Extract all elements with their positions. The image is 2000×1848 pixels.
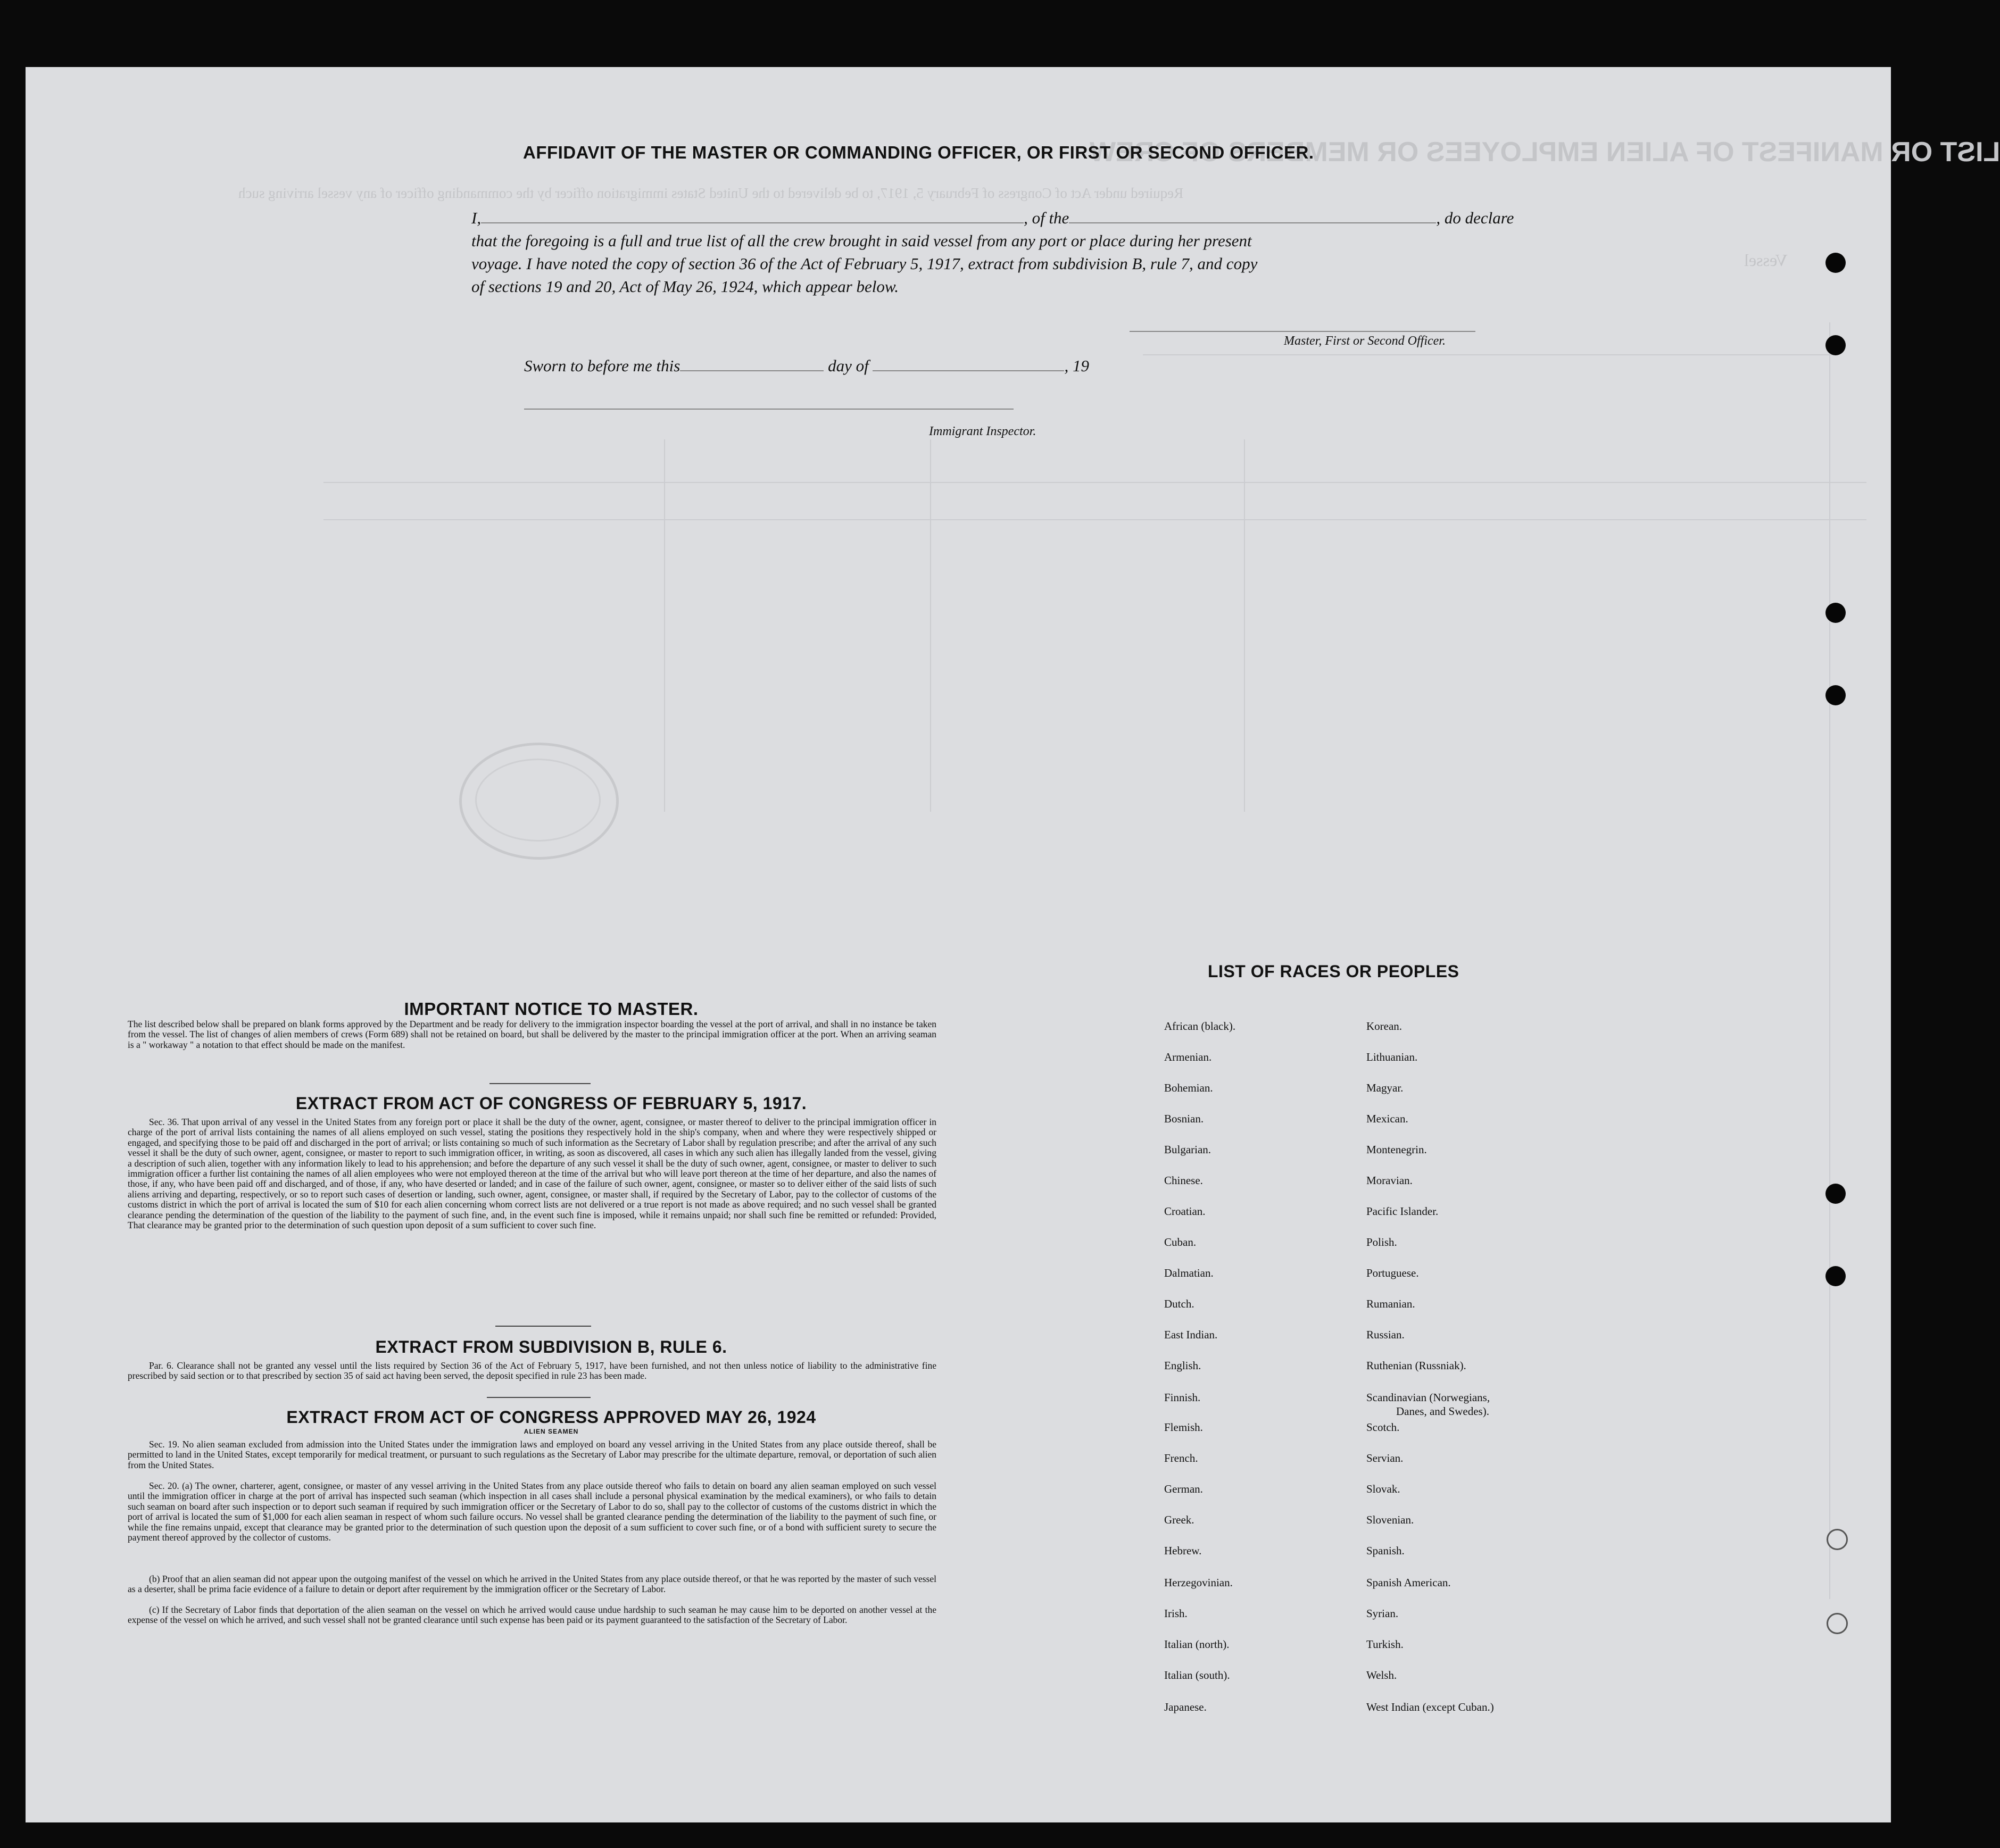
race-item: East Indian. (1164, 1328, 1218, 1341)
race-item: Rumanian. (1366, 1297, 1415, 1310)
sec-20c-text: (c) If the Secretary of Labor finds that deportation of the alien seaman on the vessel on which he arrived would cause undue hardship to such seaman he may cause him to be deported on another vessel at the expense of the vessel on which he arrived, and such vessel shall not be granted clearance until such expense has been paid or its payment guaranteed to the satisfaction of the Secretary of Labor. (128, 1604, 936, 1626)
extract-1917-text: Sec. 36. That upon arrival of any vessel in the United States from any foreign port or place it shall be the duty of the owner, agent, consignee, or master thereof to deliver to the principal immigration officer in charge of the port of arrival lists containing the names of all aliens employed on such vessel, stating the positions they respectively hold in the ship's company, when and where they were respectively shipped or engaged, and specifying those to be paid off and discharged in the port of arrival; or lists containing so much of such information as the Secretary of Labor shall by regulation prescribe; and after the arrival of any such vessel it shall be the duty of such owner, agent, consignee, or master to report to such immigration officer, in writing, as soon as discovered, all cases in which any such alien has illegally landed from the vessel, giving a description of such alien, together with any information likely to lead to his apprehension; and before the departure of any such vessel it shall be the duty of such owner, agent, consignee, or master to deliver to such immigration officer a further list containing the names of all alien employees who were not employed thereon at the time of the arrival but who will leave port thereon at the time of her departure, and also the names of those, if any, who have been paid off and discharged, and of those, if any, who have deserted or landed; and in case of the failure of such owner, agent, consignee, or master so to deliver either of the said lists of such aliens arriving and departing, respectively, or so to report such cases of desertion or landing, such owner, agent, consignee, or master shall, if required by the Secretary of Labor, pay to the collector of customs of the customs district in which the port of arrival is located the sum of $10 for each alien concerning whom correct lists are not delivered or a true report is not made as above required; and no such vessel shall be granted clearance pending the determination of the question of the liability to the payment of such fine, and, in the event such fine is imposed, while it remains unpaid; nor shall such fine be remitted or refunded: Provided, That clearance may be granted prior to the determination of such question upon deposit of a sum sufficient to cover such fine. (128, 1117, 936, 1231)
race-item: Irish. (1164, 1607, 1188, 1620)
subdivision-text: Par. 6. Clearance shall not be granted any vessel until the lists required by Section 36 of the Act of February 5, 1917, have been furnished, and not then unless notice of liability to the administrative fine prescribed by said section or to that prescribed by section 35 of said act having been served, the deposit specified in rule 23 has been made. (128, 1360, 936, 1381)
race-item: Korean. (1366, 1020, 1403, 1033)
inspector-signature-line[interactable] (524, 409, 1014, 410)
race-item: Scandinavian (Norwegians, (1366, 1391, 1490, 1404)
affidavit-declaration-line (471, 206, 1514, 229)
race-item-continuation: Danes, and Swedes). (1396, 1405, 1489, 1418)
sworn-label: Sworn to before me this (524, 356, 681, 375)
binder-hole (1825, 685, 1846, 705)
race-item: Lithuanian. (1366, 1051, 1418, 1063)
race-item: Armenian. (1164, 1051, 1212, 1063)
master-caption: Master, First or Second Officer. (1284, 334, 1446, 348)
affidavit-body-line-3: of sections 19 and 20, Act of May 26, 1924, which appear below. (471, 277, 899, 296)
race-item: Russian. (1366, 1328, 1405, 1341)
faint-stamp (459, 743, 619, 860)
bleed-rule (323, 519, 1866, 520)
affidavit-body-line-2: voyage. I have noted the copy of section 36 of the Act of February 5, 1917, extract from subdivision B, rule 7, and copy (471, 254, 1258, 273)
race-item: Bohemian. (1164, 1081, 1213, 1094)
race-item: Servian. (1366, 1452, 1404, 1464)
race-item: Italian (north). (1164, 1638, 1230, 1651)
race-item: Finnish. (1164, 1391, 1201, 1404)
notice-title: IMPORTANT NOTICE TO MASTER. (404, 999, 699, 1019)
race-item: African (black). (1164, 1020, 1236, 1033)
race-item: Portuguese. (1366, 1267, 1419, 1279)
sec-19-text: Sec. 19. No alien seaman excluded from admission into the United States under the immigration laws and employed on board any vessel arriving in the United States from any place outside thereof, shall be permitted to land in the United States, except temporarily for medical treatment, or pursuant to such regulations as the Secretary of Labor may prescribe for the ultimate departure, removal, or deportation of such alien from the United States. (128, 1439, 936, 1470)
race-item: Slovenian. (1366, 1513, 1414, 1526)
race-item: Dutch. (1164, 1297, 1194, 1310)
race-item: Spanish. (1366, 1544, 1405, 1557)
race-item: Croatian. (1164, 1205, 1206, 1218)
sec-20a-text: Sec. 20. (a) The owner, charterer, agent, consignee, or master of any vessel arriving in the United States from any place outside thereof who fails to detain on board any alien seaman employed on such vessel until the immigration officer in charge at the port of arrival has inspected such seaman (which inspection in all cases shall include a personal physical examination by the medical examiners), or who fails to detain such seaman on board after such inspection or to deport such seaman if required by such immigration officer or the Secretary of Labor to do so, shall pay to the collector of customs of the customs district in which the port of arrival is located the sum of $1,000 for each alien seaman in respect of whom such failure occurs. No vessel shall be granted clearance pending the determination of the liability to the payment of such fine, or while the fine remains unpaid, except that clearance may be granted prior to the determination of such question upon the deposit of a sum sufficient to cover such fine, or of a bond with sufficient surety to secure the payment thereof approved by the collector of customs. (128, 1480, 936, 1543)
binder-hole-open (1827, 1613, 1848, 1634)
binder-hole (1825, 1266, 1846, 1286)
binder-hole (1825, 603, 1846, 623)
races-title: LIST OF RACES OR PEOPLES (1208, 962, 1459, 981)
extract-1924-subtitle: ALIEN SEAMEN (524, 1428, 579, 1435)
affidavit-do-declare: , do declare (1436, 209, 1514, 227)
race-item: Cuban. (1164, 1236, 1197, 1248)
vessel-name-blank[interactable] (1069, 222, 1436, 223)
race-item: Ruthenian (Russniak). (1366, 1359, 1466, 1372)
race-item: Montenegrin. (1366, 1143, 1427, 1156)
race-item: West Indian (except Cuban.) (1366, 1701, 1494, 1713)
race-item: Bosnian. (1164, 1112, 1204, 1125)
race-item: Chinese. (1164, 1174, 1203, 1187)
binder-hole (1825, 335, 1846, 355)
notice-text: The list described below shall be prepared on blank forms approved by the Department and be ready for delivery to the immigration inspector boarding the vessel at the port of arrival, and shall in no instance be taken from the vessel. The list of changes of alien members of crews (Form 689) shall not be retained on board, but shall be delivered by the master to the principal immigration officer at the port. When an arriving seaman is a " workaway " a notation to that effect should be made on the manifest. (128, 1019, 936, 1050)
year-label: , 19 (1064, 356, 1089, 375)
bleed-rule (664, 439, 665, 812)
race-item: Greek. (1164, 1513, 1194, 1526)
bleed-rule (1829, 322, 1830, 1599)
bleed-rule (1244, 439, 1245, 812)
race-item: Flemish. (1164, 1421, 1203, 1434)
affidavit-body-line-1: that the foregoing is a full and true list of all the crew brought in said vessel from any port or place during her present (471, 231, 1252, 250)
sworn-day-blank[interactable] (680, 370, 824, 371)
race-item: Slovak. (1366, 1483, 1400, 1495)
binder-hole-open (1827, 1529, 1848, 1550)
race-item: Scotch. (1366, 1421, 1400, 1434)
race-item: Syrian. (1366, 1607, 1399, 1620)
divider (489, 1083, 591, 1084)
inspector-caption: Immigrant Inspector. (929, 424, 1036, 438)
document-sheet (26, 67, 2000, 1822)
race-item: Spanish American. (1366, 1576, 1451, 1589)
bleed-title: LIST OR MANIFEST OF ALIEN EMPLOYEES OR MEMBERS OF CREW (1090, 137, 2000, 168)
bleed-subtitle: Required under Act of Congress of February 5, 1917, to be delivered to the United States immigration officer by the commanding officer of any vessel arriving such (238, 185, 1184, 201)
race-item: Japanese. (1164, 1701, 1207, 1713)
race-item: French. (1164, 1452, 1198, 1464)
binder-hole (1825, 253, 1846, 273)
sec-20b-text: (b) Proof that an alien seaman did not appear upon the outgoing manifest of the vessel on which he arrived in the United States from any place outside thereof, or that he was reported by the master of such vessel as a deserter, shall be prima facie evidence of a failure to detain or deport after requirement by the immigration officer or the Secretary of Labor. (128, 1574, 936, 1595)
affidavit-title: AFFIDAVIT OF THE MASTER OR COMMANDING OFFICER, OR FIRST OR SECOND OFFICER. (523, 143, 1314, 162)
race-item: English. (1164, 1359, 1201, 1372)
extract-1917-title: EXTRACT FROM ACT OF CONGRESS OF FEBRUARY 5, 1917. (295, 1094, 807, 1113)
sworn-month-blank[interactable] (873, 370, 1064, 371)
master-signature-line[interactable] (1130, 331, 1475, 332)
race-item: Welsh. (1366, 1669, 1397, 1681)
race-item: Italian (south). (1164, 1669, 1230, 1681)
master-name-blank[interactable] (481, 222, 1024, 223)
race-item: Mexican. (1366, 1112, 1408, 1125)
subdivision-title: EXTRACT FROM SUBDIVISION B, RULE 6. (375, 1337, 727, 1356)
affidavit-of-the: , of the (1024, 209, 1069, 227)
race-item: Moravian. (1366, 1174, 1413, 1187)
divider (487, 1397, 591, 1398)
race-item: Dalmatian. (1164, 1267, 1214, 1279)
bleed-vessel: Vessel (1744, 251, 1788, 270)
race-item: Bulgarian. (1164, 1143, 1211, 1156)
affidavit-i: I, (471, 209, 482, 227)
day-of-label: day of (828, 356, 869, 375)
bleed-rule (1143, 354, 1835, 355)
race-item: Hebrew. (1164, 1544, 1202, 1557)
race-item: Polish. (1366, 1236, 1397, 1248)
race-item: Herzegovinian. (1164, 1576, 1233, 1589)
divider (495, 1326, 591, 1327)
binder-hole (1825, 1184, 1846, 1204)
race-item: Magyar. (1366, 1081, 1404, 1094)
sworn-line (524, 354, 1089, 377)
bleed-rule (323, 482, 1866, 483)
bleed-rule (930, 439, 931, 812)
race-item: Pacific Islander. (1366, 1205, 1439, 1218)
race-item: German. (1164, 1483, 1203, 1495)
extract-1924-title: EXTRACT FROM ACT OF CONGRESS APPROVED MAY 26, 1924 (286, 1408, 816, 1427)
race-item: Turkish. (1366, 1638, 1404, 1651)
